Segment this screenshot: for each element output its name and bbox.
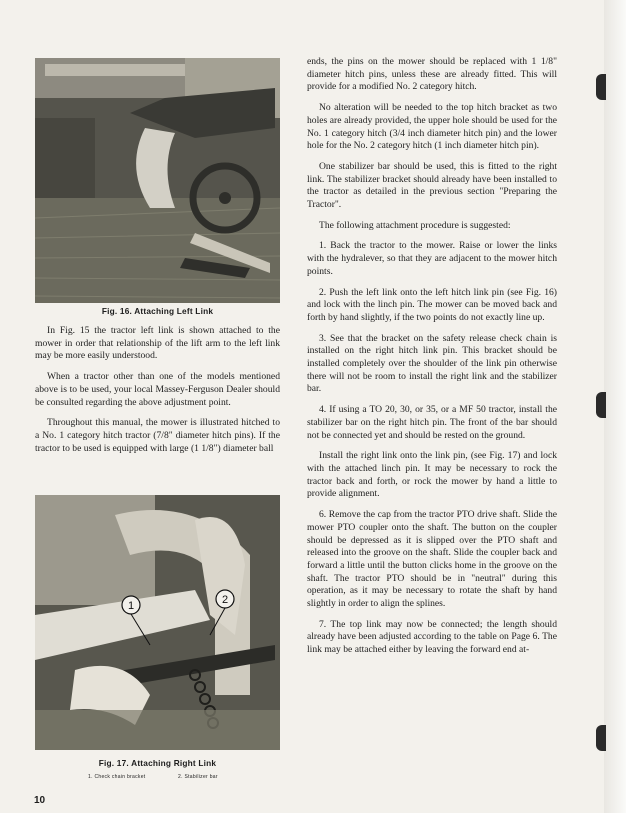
binder-hole-top xyxy=(596,74,606,100)
paragraph: In Fig. 15 the tractor left link is shown attached to the mower in order that relationship of the lift arm to the left link may be more easily understood. xyxy=(35,325,280,362)
tractor-left-link-illustration xyxy=(35,58,280,303)
figure-17-photo xyxy=(35,495,280,750)
paragraph: 1. Back the tractor to the mower. Raise or lower the links with the hydralever, so that they are adjacent to the mower hitch points. xyxy=(307,240,557,277)
paragraph: The following attachment procedure is suggested: xyxy=(319,219,511,231)
right-column-text xyxy=(307,56,557,665)
paragraph: ends, the pins on the mower should be replaced with 1 1/8" diameter hitch pins, unless these are already fitted. This will provide for a modified No. 2 category hitch. xyxy=(307,56,557,93)
figure-17-legend-2: 2. Stabilizer bar xyxy=(178,774,218,780)
figure-17-legend-1: 1. Check chain bracket xyxy=(88,774,146,780)
paragraph: 4. If using a TO 20, 30, or 35, or a MF 50 tractor, install the stabilizer bar on the right hitch pin. The front of the bar should not be connected yet and should be rested on the ground. xyxy=(307,404,557,441)
paragraph: No alteration will be needed to the top hitch bracket as two holes are already provided, the upper hole should be used for the No. 1 category hitch (3/4 inch diameter hitch pin) and the lower hole for the No. 2 category hitch (1 inch diameter hitch pin). xyxy=(307,102,557,152)
binder-hole-middle xyxy=(596,392,606,418)
paragraph: One stabilizer bar should be used, this is fitted to the right link. The stabilizer bracket should already have been installed to the tractor as detailed in the previous section "Preparing the Tractor". xyxy=(307,160,557,211)
page-edge xyxy=(604,0,626,813)
tractor-right-link-illustration xyxy=(35,495,280,750)
figure-17-caption: Fig. 17. Attaching Right Link xyxy=(98,758,217,768)
binder-hole-bottom xyxy=(596,725,606,751)
figure-16-caption: Fig. 16. Attaching Left Link xyxy=(101,306,214,316)
paragraph: Throughout this manual, the mower is illustrated hitched to a No. 1 category hitch tractor (7/8" diameter hitch pins). If the tractor to be used is equipped with large (1 1/8") diameter ball xyxy=(35,417,280,454)
paragraph: 6. Remove the cap from the tractor PTO drive shaft. Slide the mower PTO coupler onto the shaft. The button on the coupler should be depressed as it is slipped over the PTO shaft and released into the groove on the shaft. Slide the coupler back and forward a little until the button clicks home in the groove on the shaft. The tractor PTO should be in "neutral" during this operation, as it may be necessary to rotate the shaft by hand slightly in order to align the splines. xyxy=(307,509,557,610)
paragraph: Install the right link onto the link pin, (see Fig. 17) and lock with the attached linch pin. It may be necessary to rock the tractor back and forth, or rock the mower by hand a little to provide alignment. xyxy=(307,450,557,500)
figure-16-photo xyxy=(35,58,280,303)
paragraph: 3. See that the bracket on the safety release check chain is installed on the right hitch link pin. This bracket should be installed completely over the shoulder of the link pin otherwise there will not be room to install the right link and the stabilizer bar. xyxy=(307,332,557,395)
left-column-text xyxy=(35,325,280,463)
callout-2: 2 xyxy=(221,594,229,606)
callout-1: 1 xyxy=(127,600,135,612)
paragraph: 2. Push the left link onto the left hitch link pin (see Fig. 16) and lock with the linch pin. The mower can be moved back and forth by hand slightly, if the two points do not exactly line up. xyxy=(307,286,557,323)
paragraph: When a tractor other than one of the models mentioned above is to be used, your local Massey-Ferguson Dealer should be consulted regarding the above adjustment point. xyxy=(35,371,280,408)
page-number: 10 xyxy=(34,795,46,806)
paragraph: 7. The top link may now be connected; the length should already have been adjusted according to the table on Page 6. The link may be attached either by leaving the forward end at- xyxy=(307,618,557,656)
